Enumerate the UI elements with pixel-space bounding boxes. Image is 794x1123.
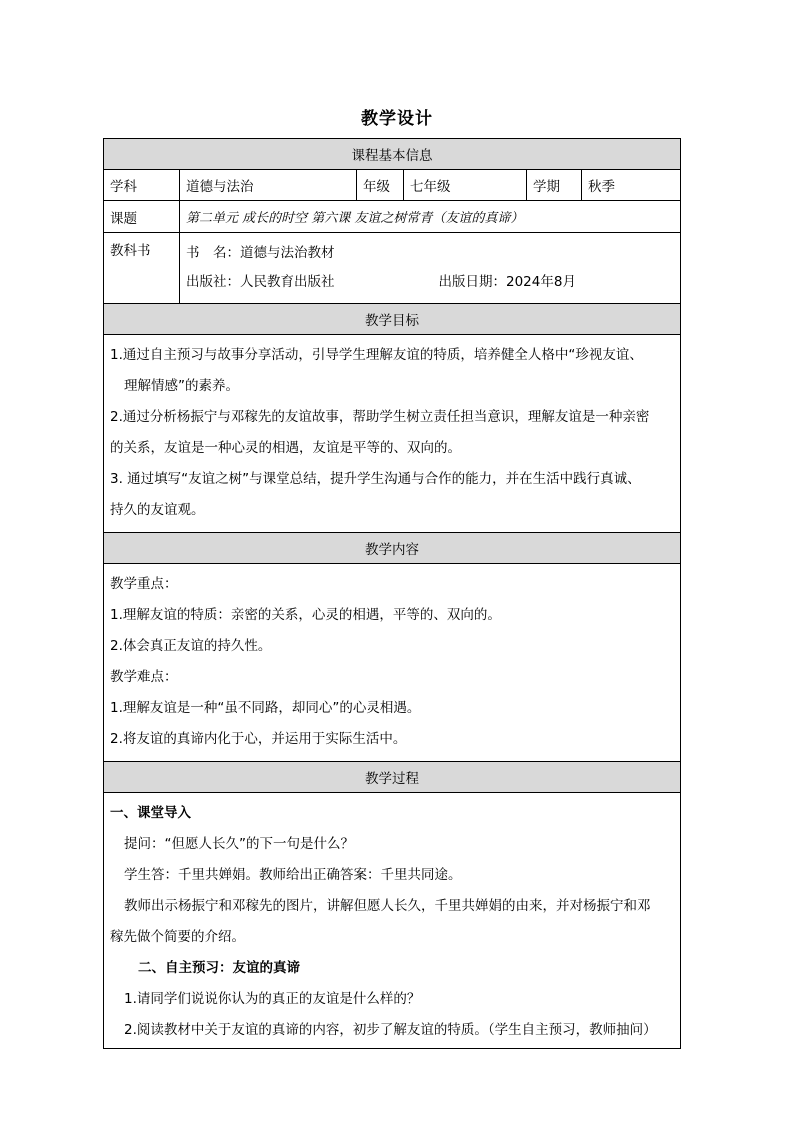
objective-line: 2.通过分析杨振宁与邓稼先的友谊故事，帮助学生树立责任担当意识，理解友谊是一种亲密 bbox=[110, 409, 650, 425]
process-question: 提问：“但愿人长久”的下一句是什么？ bbox=[124, 836, 354, 852]
term-value: 秋季 bbox=[582, 170, 681, 201]
content-line: 教学难点： bbox=[110, 669, 178, 685]
page-title: 教学设计 bbox=[361, 109, 433, 129]
grade-label: 年级 bbox=[357, 170, 404, 201]
lesson-plan-table bbox=[103, 138, 681, 1049]
subject-value: 道德与法治 bbox=[180, 170, 357, 201]
content-block bbox=[104, 564, 681, 762]
content-line: 2.体会真正友谊的持久性。 bbox=[110, 638, 272, 654]
section-header-process: 教学过程 bbox=[104, 762, 681, 793]
objective-line: 1.通过自主预习与故事分享活动，引导学生理解友谊的特质，培养健全人格中“珍视友谊、 bbox=[110, 347, 643, 363]
process-answer: 学生答：千里共婵娟。教师给出正确答案：千里共同途。 bbox=[124, 867, 462, 883]
content-line: 2.将友谊的真谛内化于心，并运用于实际生活中。 bbox=[110, 731, 407, 747]
book-name: 书 名：道德与法治教材 bbox=[186, 245, 335, 261]
subject-label: 学科 bbox=[104, 170, 180, 201]
process-step: 1.请同学们说说你认为的真正的友谊是什么样的？ bbox=[124, 991, 421, 1007]
objective-line: 理解情感”的素养。 bbox=[124, 378, 239, 394]
section-header-content: 教学内容 bbox=[104, 533, 681, 564]
content-line: 教学重点： bbox=[110, 576, 178, 592]
process-heading-intro: 一、课堂导入 bbox=[110, 805, 191, 821]
process-show-line: 教师出示杨振宁和邓稼先的图片，讲解但愿人长久，千里共婵娟的由来，并对杨振宁和邓 bbox=[124, 898, 651, 914]
textbook-info bbox=[180, 233, 681, 304]
process-show-line: 稼先做个简要的介绍。 bbox=[110, 929, 245, 945]
objective-line: 的关系，友谊是一种心灵的相遇，友谊是平等的、双向的。 bbox=[110, 440, 461, 456]
textbook-label: 教科书 bbox=[104, 233, 180, 304]
grade-value: 七年级 bbox=[404, 170, 527, 201]
book-publisher: 出版社：人民教育出版社 bbox=[186, 274, 335, 290]
book-pub-date: 出版日期：2024年8月 bbox=[438, 274, 576, 290]
book-publisher-line bbox=[186, 268, 674, 297]
objective-line: 持久的友谊观。 bbox=[110, 502, 205, 518]
content-line: 1.理解友谊的特质：亲密的关系，心灵的相遇，平等的、双向的。 bbox=[110, 607, 501, 623]
content-line: 1.理解友谊是一种“虽不同路，却同心”的心灵相遇。 bbox=[110, 700, 421, 716]
section-header-basic-info: 课程基本信息 bbox=[104, 139, 681, 170]
process-heading-preview: 二、自主预习：友谊的真谛 bbox=[138, 960, 300, 976]
objective-line: 3. 通过填写“友谊之树”与课堂总结，提升学生沟通与合作的能力，并在生活中践行真诚、 bbox=[110, 471, 641, 487]
process-step: 2.阅读教材中关于友谊的真谛的内容，初步了解友谊的特质。（学生自主预习，教师抽问） bbox=[124, 1022, 657, 1038]
process-block bbox=[104, 793, 681, 1049]
section-header-objectives: 教学目标 bbox=[104, 304, 681, 335]
topic-label: 课题 bbox=[104, 201, 180, 233]
term-label: 学期 bbox=[527, 170, 582, 201]
objectives-block bbox=[104, 335, 681, 533]
topic-value: 第二单元 成长的时空 第六课 友谊之树常青（友谊的真谛） bbox=[180, 201, 681, 233]
